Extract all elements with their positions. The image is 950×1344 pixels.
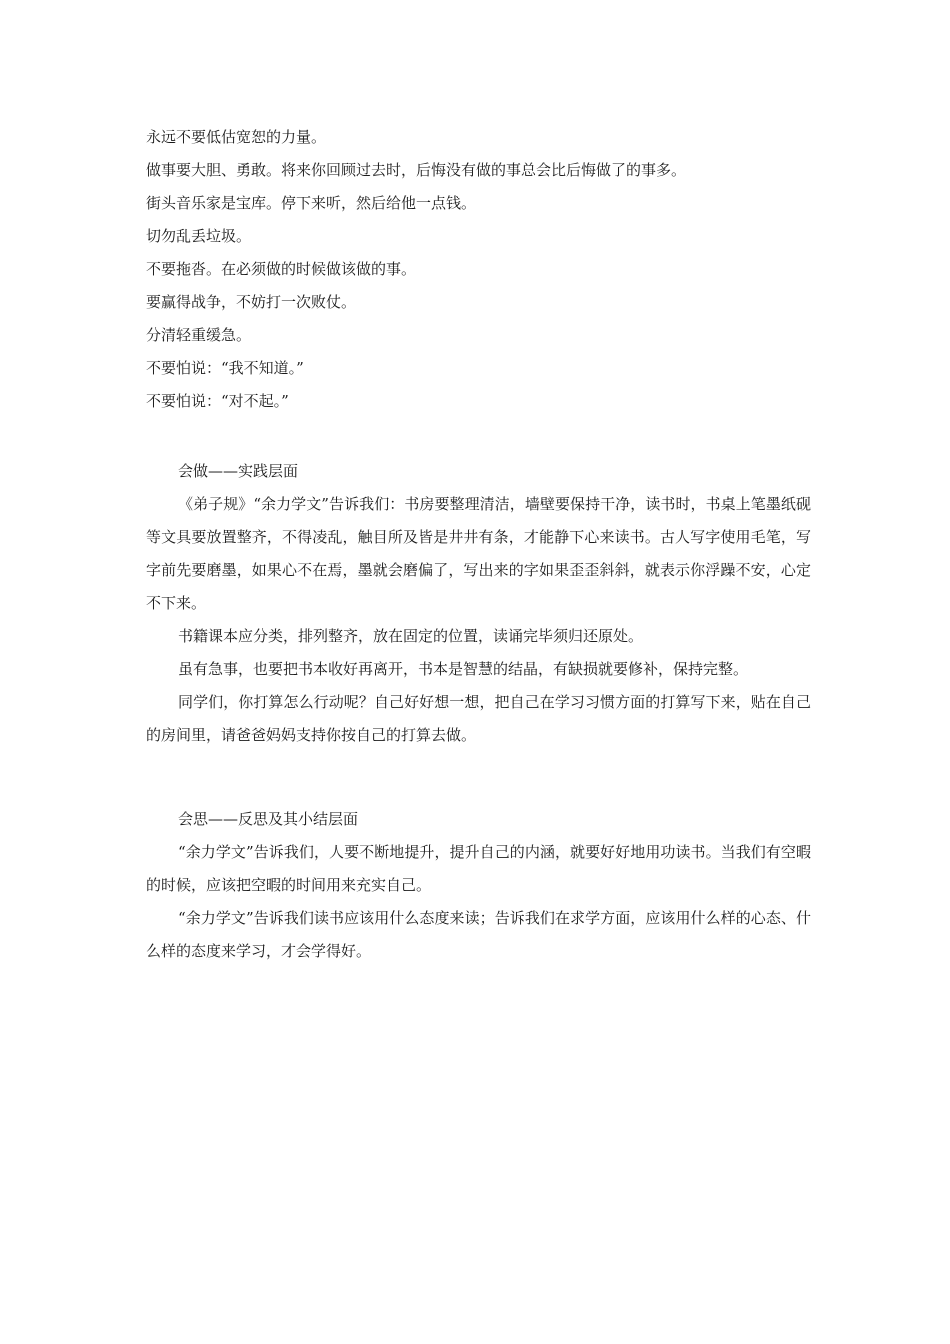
maxim-line: 永远不要低估宽恕的力量。 [146, 128, 327, 146]
paragraph: “余力学文”告诉我们，人要不断地提升，提升自己的内涵，就要好好地用功读书。当我们有空暇的时候，应该把空暇的时间用来充实自己。 [146, 843, 811, 894]
maxim-line: 做事要大胆、勇敢。将来你回顾过去时，后悔没有做的事总会比后悔做了的事多。 [146, 161, 687, 179]
paragraph: 《弟子规》“余力学文”告诉我们：书房要整理清洁，墙壁要保持干净，读书时，书桌上笔墨纸砚等文具要放置整齐，不得凌乱，触目所及皆是井井有条，才能静下心来读书。古人写字使用毛笔，写字前先要磨墨，如果心不在焉，墨就会磨偏了，写出来的字如果歪歪斜斜，就表示你浮躁不安，心定不下来。 [146, 495, 811, 612]
paragraph: 书籍课本应分类，排列整齐，放在固定的位置，读诵完毕须归还原处。 [178, 627, 644, 645]
section-heading: 会思——反思及其小结层面 [178, 810, 359, 828]
maxim-line: 街头音乐家是宝库。停下来听，然后给他一点钱。 [146, 194, 477, 212]
section-reflection [146, 803, 811, 968]
section-practice [146, 455, 811, 752]
maxim-line: 分清轻重缓急。 [146, 326, 252, 344]
maxim-line: 不要怕说：“我不知道。” [146, 359, 304, 377]
maxim-line: 不要怕说：“对不起。” [146, 392, 289, 410]
paragraph: “余力学文”告诉我们读书应该用什么态度来读；告诉我们在求学方面，应该用什么样的心态、什么样的态度来学习，才会学得好。 [146, 909, 811, 960]
maxim-line: 不要拖沓。在必须做的时候做该做的事。 [146, 260, 417, 278]
paragraph: 虽有急事，也要把书本收好再离开，书本是智慧的结晶，有缺损就要修补，保持完整。 [178, 660, 749, 678]
maxim-line: 切勿乱丢垃圾。 [146, 227, 252, 245]
maxim-line: 要赢得战争，不妨打一次败仗。 [146, 293, 357, 311]
paragraph: 同学们，你打算怎么行动呢？自己好好想一想，把自己在学习习惯方面的打算写下来，贴在自己的房间里，请爸爸妈妈支持你按自己的打算去做。 [146, 693, 811, 744]
maxims-list [146, 121, 811, 418]
section-heading: 会做——实践层面 [178, 462, 299, 480]
